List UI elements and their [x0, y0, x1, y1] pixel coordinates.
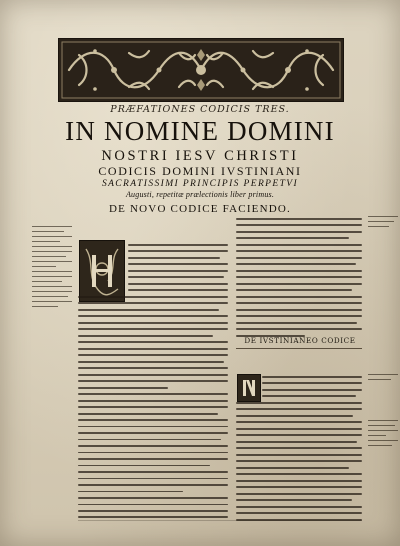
decorated-initial-icon	[79, 240, 125, 302]
left-margin-notes	[32, 226, 72, 311]
title-line-1: IN NOMINE DOMINI	[65, 116, 335, 146]
page-foot-rule	[78, 520, 362, 521]
right-column-text-top	[236, 218, 362, 341]
title-line-2: NOSTRI IESV CHRISTI	[101, 148, 299, 164]
right-margin-note-1	[368, 216, 398, 231]
section-heading: DE IVSTINIANEO CODICE	[244, 336, 356, 345]
left-column-text-beside-initial	[128, 244, 228, 296]
right-margin-note-2	[368, 374, 398, 384]
running-head: PRÆFATIONES CODICIS TRES.	[110, 104, 290, 115]
right-column-text-beside-initial	[262, 376, 362, 402]
section-rule	[236, 348, 362, 349]
right-column-text-bottom	[236, 402, 362, 525]
title-line-5: Augusti, repetitæ prælectionis liber primus.	[125, 190, 275, 199]
ornamental-headpiece	[58, 38, 344, 102]
title-line-3: CODICIS DOMINI IVSTINIANI	[98, 164, 302, 178]
left-column-text	[78, 296, 228, 523]
headpiece-ornament-icon	[59, 39, 343, 101]
chapter-title: DE NOVO CODICE FACIENDO.	[109, 203, 291, 215]
small-decorated-initial-icon	[237, 374, 261, 402]
right-margin-note-3	[368, 420, 398, 450]
title-line-4: SACRATISSIMI PRINCIPIS PERPETVI	[101, 179, 299, 189]
